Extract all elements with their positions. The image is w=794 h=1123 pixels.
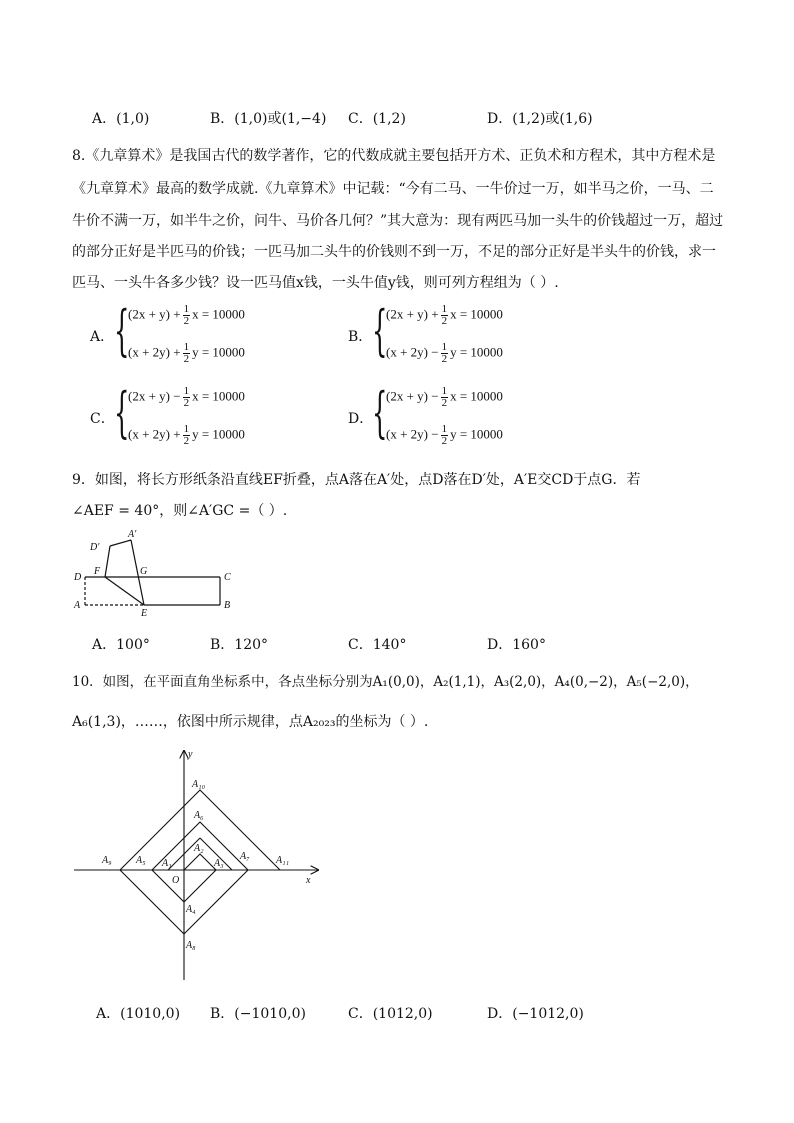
q8-equation-1: (2x + y) − $\frac{1}{2}$ x = 10000 xyxy=(386,385,503,409)
fraction-half: $\frac{1}{2}$ xyxy=(441,341,448,365)
q8-line-3: 牛价不满一万，如半牛之价，问牛、马价各几何？”其大意为：现有两匹马加一头牛的价钱超过一万，超过 xyxy=(72,213,724,229)
q9-label-g: G xyxy=(140,566,148,577)
q10-label-x: x xyxy=(306,875,311,886)
q10-line-2: A₆(1,3)，……，依图中所示规律，点A₂₀₂₃的坐标为（ ）. xyxy=(72,714,429,730)
left-brace-icon: { xyxy=(372,381,388,444)
q8-equation-2: (x + 2y) + $\frac{1}{2}$ y = 10000 xyxy=(128,341,245,365)
q10-option-c[interactable]: C．(1012,0) xyxy=(348,1006,433,1022)
q9-edge-fd-prime xyxy=(105,546,110,577)
q9-label-f: F xyxy=(94,566,101,577)
q8-option-c[interactable] xyxy=(90,382,320,452)
q8-equation-1: (2x + y) − $\frac{1}{2}$ x = 10000 xyxy=(128,385,245,409)
q8-equation-2: (x + 2y) + $\frac{1}{2}$ y = 10000 xyxy=(128,423,245,447)
fraction-half: $\frac{1}{2}$ xyxy=(441,423,448,447)
fraction-half: $\frac{1}{2}$ xyxy=(183,423,190,447)
q9-option-d[interactable]: D．160° xyxy=(487,637,546,653)
q9-figure xyxy=(70,528,240,618)
q9-label-e: E xyxy=(141,608,148,618)
q8-line-2: 《九章算术》最高的数学成就.《九章算术》中记载：“今有二马、一牛价过一万，如半马之价，一马、二 xyxy=(72,181,714,197)
q9-label-a: A xyxy=(74,600,81,611)
q9-label-d: D xyxy=(74,572,82,583)
q8-equation-1: (2x + y) + $\frac{1}{2}$ x = 10000 xyxy=(386,303,503,327)
q8-option-label: D． xyxy=(348,411,374,427)
q9-label-a-prime: A′ xyxy=(128,529,137,540)
fraction-half: $\frac{1}{2}$ xyxy=(441,303,448,327)
q10-label-a11: A₁₁ xyxy=(276,855,290,866)
q10-label-a9: A₉ xyxy=(102,855,112,866)
q10-label-a2: A₂ xyxy=(194,843,204,854)
q8-line-4: 的部分正好是半匹马的价钱；一匹马加二头牛的价钱则不到一万，不足的部分正好是半头牛的价钱，求一 xyxy=(72,244,716,260)
q9-fold-ef xyxy=(105,577,144,605)
q10-label-a10: A₁₀ xyxy=(192,779,206,790)
q9-label-c: C xyxy=(224,572,231,583)
q8-option-label: C． xyxy=(90,411,115,427)
q10-option-d[interactable]: D．(−1012,0) xyxy=(487,1006,584,1022)
q9-option-a[interactable]: A．100° xyxy=(92,637,150,653)
q10-label-o: O xyxy=(172,875,180,886)
q8-equation-2: (x + 2y) − $\frac{1}{2}$ y = 10000 xyxy=(386,341,503,365)
q7-option-d[interactable]: D．(1,2)或(1,6) xyxy=(487,111,593,127)
q8-option-d[interactable] xyxy=(348,382,578,452)
fraction-half: $\frac{1}{2}$ xyxy=(183,385,190,409)
q10-label-a4: A₄ xyxy=(186,904,196,915)
q9-label-d-prime: D′ xyxy=(90,542,100,553)
q10-option-a[interactable]: A．(1010,0) xyxy=(96,1006,181,1022)
q10-label-a7: A₇ xyxy=(240,851,250,862)
q9-option-b[interactable]: B．120° xyxy=(210,637,269,653)
fraction-half: $\frac{1}{2}$ xyxy=(183,341,190,365)
q9-option-c[interactable]: C．140° xyxy=(348,637,407,653)
q8-line-5: 匹马、一头牛各多少钱？设一匹马值x钱，一头牛值y钱，则可列方程组为（ ）. xyxy=(72,275,559,291)
fraction-half: $\frac{1}{2}$ xyxy=(441,385,448,409)
q8-line-1: 8.《九章算术》是我国古代的数学著作，它的代数成就主要包括开方术、正负术和方程术，其中方程术是 xyxy=(72,148,716,164)
q10-label-a5: A₅ xyxy=(136,855,146,866)
fraction-half: $\frac{1}{2}$ xyxy=(183,303,190,327)
q10-line-1: 10．如图，在平面直角坐标系中，各点坐标分别为A₁(0,0)，A₂(1,1)，A₃(2,0)，A₄(0,−2)，A₅(−2,0)， xyxy=(72,674,699,690)
q8-option-label: A． xyxy=(90,329,115,345)
q7-option-a[interactable]: A．(1,0) xyxy=(92,111,150,127)
q10-option-b[interactable]: B．(−1010,0) xyxy=(210,1006,306,1022)
q9-line-1: 9．如图，将长方形纸条沿直线EF折叠，点A落在A′处，点D落在D′处，A′E交CD于点G．若 xyxy=(72,472,641,488)
left-brace-icon: { xyxy=(114,299,130,362)
q10-figure xyxy=(70,745,330,985)
q9-edge-d-prime-a-prime xyxy=(110,540,131,546)
q8-equation-1: (2x + y) + $\frac{1}{2}$ x = 10000 xyxy=(128,303,245,327)
q10-label-a3: A₃ xyxy=(214,858,224,869)
q8-option-label: B． xyxy=(348,329,373,345)
q9-label-b: B xyxy=(224,600,231,611)
q8-equation-2: (x + 2y) − $\frac{1}{2}$ y = 10000 xyxy=(386,423,503,447)
q8-option-b[interactable] xyxy=(348,300,578,370)
q9-line-2: ∠AEF = 40°，则∠A′GC =（ ）. xyxy=(72,503,288,519)
q10-label-a1: A₁ xyxy=(162,858,172,869)
q7-option-b[interactable]: B．(1,0)或(1,−4) xyxy=(210,111,327,127)
q10-label-a8: A₈ xyxy=(186,940,196,951)
left-brace-icon: { xyxy=(372,299,388,362)
q7-option-c[interactable]: C．(1,2) xyxy=(348,111,406,127)
q10-label-y: y xyxy=(188,749,193,760)
q8-option-a[interactable] xyxy=(90,300,320,370)
q10-label-a6: A₆ xyxy=(194,810,204,821)
left-brace-icon: { xyxy=(114,381,130,444)
